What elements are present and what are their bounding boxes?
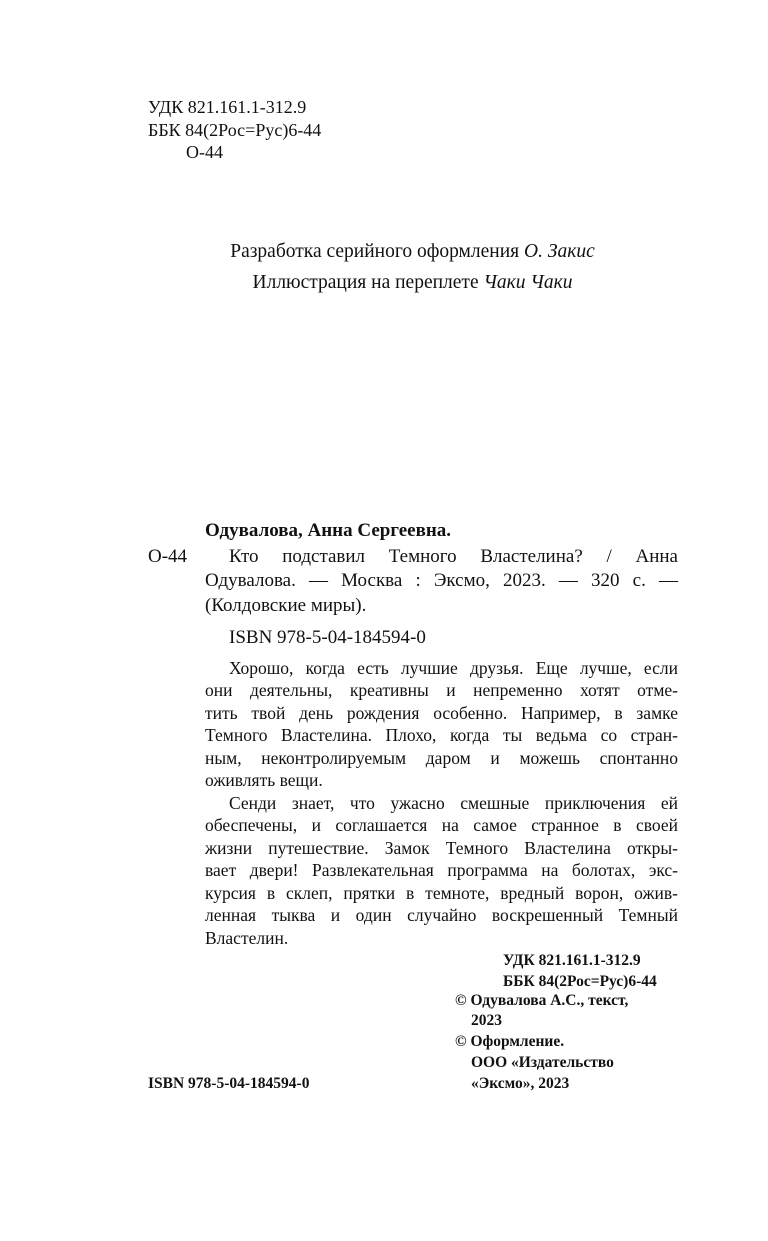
copyright-line: © Одувалова А.С., текст, [455, 992, 629, 1009]
author-heading: Одувалова, Анна Сергеевна. [205, 520, 452, 541]
annotation-line: ленная тыква и один случайно воскрешенный Темный [205, 905, 678, 925]
catalog-isbn: ISBN 978-5-04-184594-0 [229, 627, 426, 648]
footer-isbn: ISBN 978-5-04-184594-0 [148, 1075, 310, 1092]
cover-illustration-label: Иллюстрация на переплете [252, 272, 479, 293]
annotation-line: оживлять вещи. [205, 770, 323, 790]
copyright-line: ООО «Издательство [471, 1054, 614, 1071]
annotation-line: жизни путешествие. Замок Темного Властелина откры- [205, 838, 678, 858]
annotation-line: Властелин. [205, 928, 289, 948]
catalog-line: Кто подставил Темного Властелина? / Анна [229, 546, 678, 567]
catalog-author-mark: О-44 [148, 546, 188, 567]
catalog-line: Одувалова. — Москва : Эксмо, 2023. — 320 с. — [205, 570, 678, 591]
series-design-label: Разработка серийного оформления [230, 241, 520, 262]
annotation-line: они деятельны, креативны и непременно хотят отме- [205, 680, 678, 700]
copyright-line: «Эксмо», 2023 [471, 1075, 570, 1092]
series-design-name: О. Закис [524, 241, 595, 262]
annotation-line: ным, неконтролируемым даром и можешь спонтанно [205, 748, 678, 768]
annotation-line: курсия в склеп, прятки в темноте, вредный ворон, ожив- [205, 883, 678, 903]
series-design-credit [0, 242, 768, 262]
annotation-line: тить твой день рождения особенно. Например, в замке [205, 703, 678, 723]
bbk-code: ББК 84(2Рос=Рус)6-44 [148, 120, 322, 140]
footer-udk: УДК 821.161.1-312.9 [503, 952, 641, 969]
cover-illustration-name: Чаки Чаки [483, 272, 573, 293]
udk-code: УДК 821.161.1-312.9 [148, 97, 307, 117]
annotation-line: вает двери! Развлекательная программа на болотах, экс- [205, 860, 678, 880]
cover-illustration-credit [0, 273, 768, 293]
annotation-line: обеспечены, и соглашается на самое странное в своей [205, 815, 678, 835]
catalog-line: (Колдовские миры). [205, 595, 367, 616]
annotation-line: Сенди знает, что ужасно смешные приключения ей [229, 793, 678, 813]
copyright-line: © Оформление. [455, 1033, 565, 1050]
footer-bbk: ББК 84(2Рос=Рус)6-44 [503, 973, 657, 990]
annotation-line: Темного Властелина. Плохо, когда ты ведьма со стран- [205, 725, 678, 745]
author-mark: О-44 [186, 142, 223, 162]
copyright-line: 2023 [471, 1012, 502, 1029]
annotation-line: Хорошо, когда есть лучшие друзья. Еще лучше, если [229, 658, 678, 678]
